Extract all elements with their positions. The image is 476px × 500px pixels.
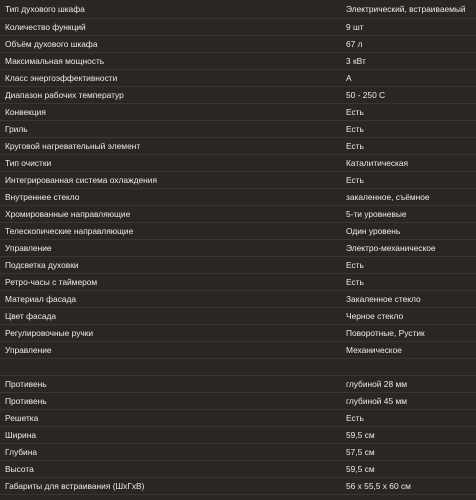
spec-label: Диапазон рабочих температур [5, 90, 124, 100]
spec-label: Глубина [5, 447, 37, 457]
spec-value: Есть [346, 277, 364, 287]
spec-label: Количество функций [5, 22, 86, 32]
spec-row [0, 155, 476, 172]
spec-label: Материал фасада [5, 294, 77, 304]
section-spacer [0, 359, 476, 376]
spec-value: Есть [346, 141, 364, 151]
spec-value: 9 шт [346, 22, 364, 32]
spec-label: Цвет фасада [5, 311, 57, 321]
spec-label: Высота [5, 464, 34, 474]
spec-row [0, 223, 476, 240]
spec-value: Механическое [346, 345, 402, 355]
spec-value: Черное стекло [346, 311, 404, 321]
spec-row [0, 478, 476, 495]
spec-row [0, 274, 476, 291]
spec-row [0, 36, 476, 53]
spec-label: Гриль [5, 124, 28, 134]
spec-label: Хромированные направляющие [5, 209, 131, 219]
spec-value: Есть [346, 260, 364, 270]
spec-label: Объём духового шкафа [5, 39, 98, 49]
spec-label: Подсветка духовки [5, 260, 79, 270]
spec-value: 50 - 250 С [346, 90, 386, 100]
spec-value: закаленное, съёмное [346, 192, 430, 202]
spec-value: Есть [346, 107, 364, 117]
spec-row [0, 291, 476, 308]
spec-value: Закаленное стекло [346, 294, 421, 304]
spec-label: Круговой нагревательный элемент [5, 141, 141, 151]
spec-label: Интегрированная система охлаждения [5, 175, 158, 185]
spec-label: Ширина [5, 430, 36, 440]
spec-label: Управление [5, 345, 52, 355]
spec-value: 59,5 см [346, 430, 375, 440]
spec-row [0, 393, 476, 410]
spec-value: глубиной 45 мм [346, 396, 407, 406]
spec-row [0, 240, 476, 257]
spec-row [0, 104, 476, 121]
spec-row [0, 444, 476, 461]
spec-label: Регулировочные ручки [5, 328, 94, 338]
spec-label: Класс энергоэффективности [5, 73, 118, 83]
spec-row [0, 325, 476, 342]
spec-row [0, 87, 476, 104]
spec-value: 3 кВт [346, 56, 366, 66]
spec-row [0, 121, 476, 138]
spec-label: Решетка [5, 413, 39, 423]
spec-value: 67 л [346, 39, 363, 49]
spec-row [0, 427, 476, 444]
spec-row [0, 19, 476, 36]
spec-value: 56 х 55,5 х 60 см [346, 481, 411, 491]
spec-label: Тип очистки [5, 158, 52, 168]
spec-row [0, 376, 476, 393]
spec-value: A [346, 73, 352, 83]
spec-row [0, 138, 476, 155]
spec-value: Электро-механическое [346, 243, 436, 253]
spec-label: Максимальная мощность [5, 56, 105, 66]
spec-label: Ретро-часы с таймером [5, 277, 98, 287]
spec-label: Габариты для встраивания (ШхГхВ) [5, 481, 145, 491]
spec-value: Один уровень [346, 226, 401, 236]
spec-value: 57,5 см [346, 447, 375, 457]
spec-value: Электрический, встраиваемый [346, 4, 466, 14]
spec-row [0, 70, 476, 87]
spec-label: Конвекция [5, 107, 46, 117]
spec-row [0, 172, 476, 189]
spec-row [0, 342, 476, 359]
spec-value: Есть [346, 175, 364, 185]
spec-value: Поворотные, Рустик [346, 328, 425, 338]
spec-label: Противень [5, 379, 47, 389]
spec-label: Управление [5, 243, 52, 253]
spec-label: Внутреннее стекло [5, 192, 80, 202]
spec-label: Тип духового шкафа [5, 4, 85, 14]
spec-row [0, 0, 476, 19]
spec-row [0, 189, 476, 206]
spec-label: Противень [5, 396, 47, 406]
spec-value: 59,5 см [346, 464, 375, 474]
spec-row [0, 308, 476, 325]
spec-row [0, 461, 476, 478]
spec-label: Телескопические направляющие [5, 226, 134, 236]
spec-row [0, 257, 476, 274]
spec-value: Есть [346, 124, 364, 134]
spec-value: 5-ти уровневые [346, 209, 407, 219]
spec-row [0, 53, 476, 70]
spec-value: Есть [346, 413, 364, 423]
spec-row [0, 410, 476, 427]
spec-value: глубиной 28 мм [346, 379, 407, 389]
spec-row [0, 206, 476, 223]
spec-value: Каталитическая [346, 158, 409, 168]
